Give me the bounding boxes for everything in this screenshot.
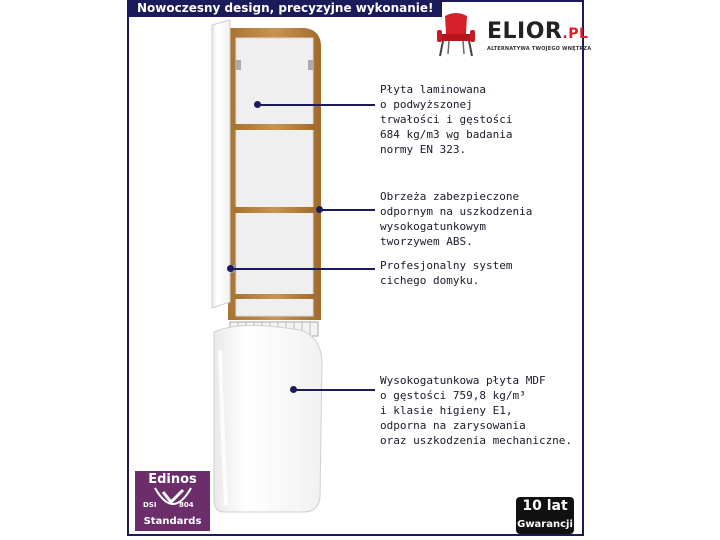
- cabinet-illustration: [200, 20, 340, 525]
- certificate-label: Standards: [143, 516, 202, 527]
- certificate-number: 804: [179, 501, 194, 509]
- leader-dot-board: [254, 101, 261, 108]
- callout-edges: Obrzeża zabezpieczone odpornym na uszkodzenia wysokogatunkowym tworzywem ABS.: [380, 190, 533, 248]
- certificate-name: Edinos: [148, 472, 197, 487]
- warranty-years: 10 lat: [522, 498, 568, 514]
- leader-line-edges: [319, 209, 375, 211]
- brand-logo: [429, 10, 592, 62]
- callout-board: Płyta laminowana o podwyższonej trwałości i gęstości 684 kg/m3 wg badania normy EN 323.: [380, 83, 513, 156]
- certificate-dsi: DSI: [143, 501, 157, 509]
- leader-line-mdf: [293, 389, 375, 391]
- leader-line-softclose: [230, 268, 375, 270]
- callout-softclose: Profesjonalny system cichego domyku.: [380, 259, 513, 287]
- leader-dot-mdf: [290, 386, 297, 393]
- warranty-badge: [516, 497, 574, 534]
- leader-dot-edges: [316, 206, 323, 213]
- brand-tagline: ALTERNATYWA TWOJEGO WNĘTRZA: [487, 46, 592, 52]
- leader-dot-softclose: [227, 265, 234, 272]
- warranty-label: Gwarancji: [517, 519, 573, 530]
- headline-banner: Nowoczesny design, precyzyjne wykonanie!: [127, 0, 442, 17]
- leader-line-board: [257, 104, 375, 106]
- callout-mdf: Wysokogatunkowa płyta MDF o gęstości 759,8 kg/m³ i klasie higieny E1, odporna na zarysowania oraz uszkodzenia mechaniczne.: [380, 374, 573, 447]
- red-chair-icon: [431, 10, 481, 60]
- brand-name: ELIOR.PL: [487, 19, 589, 44]
- edinos-certificate-badge: [135, 471, 210, 531]
